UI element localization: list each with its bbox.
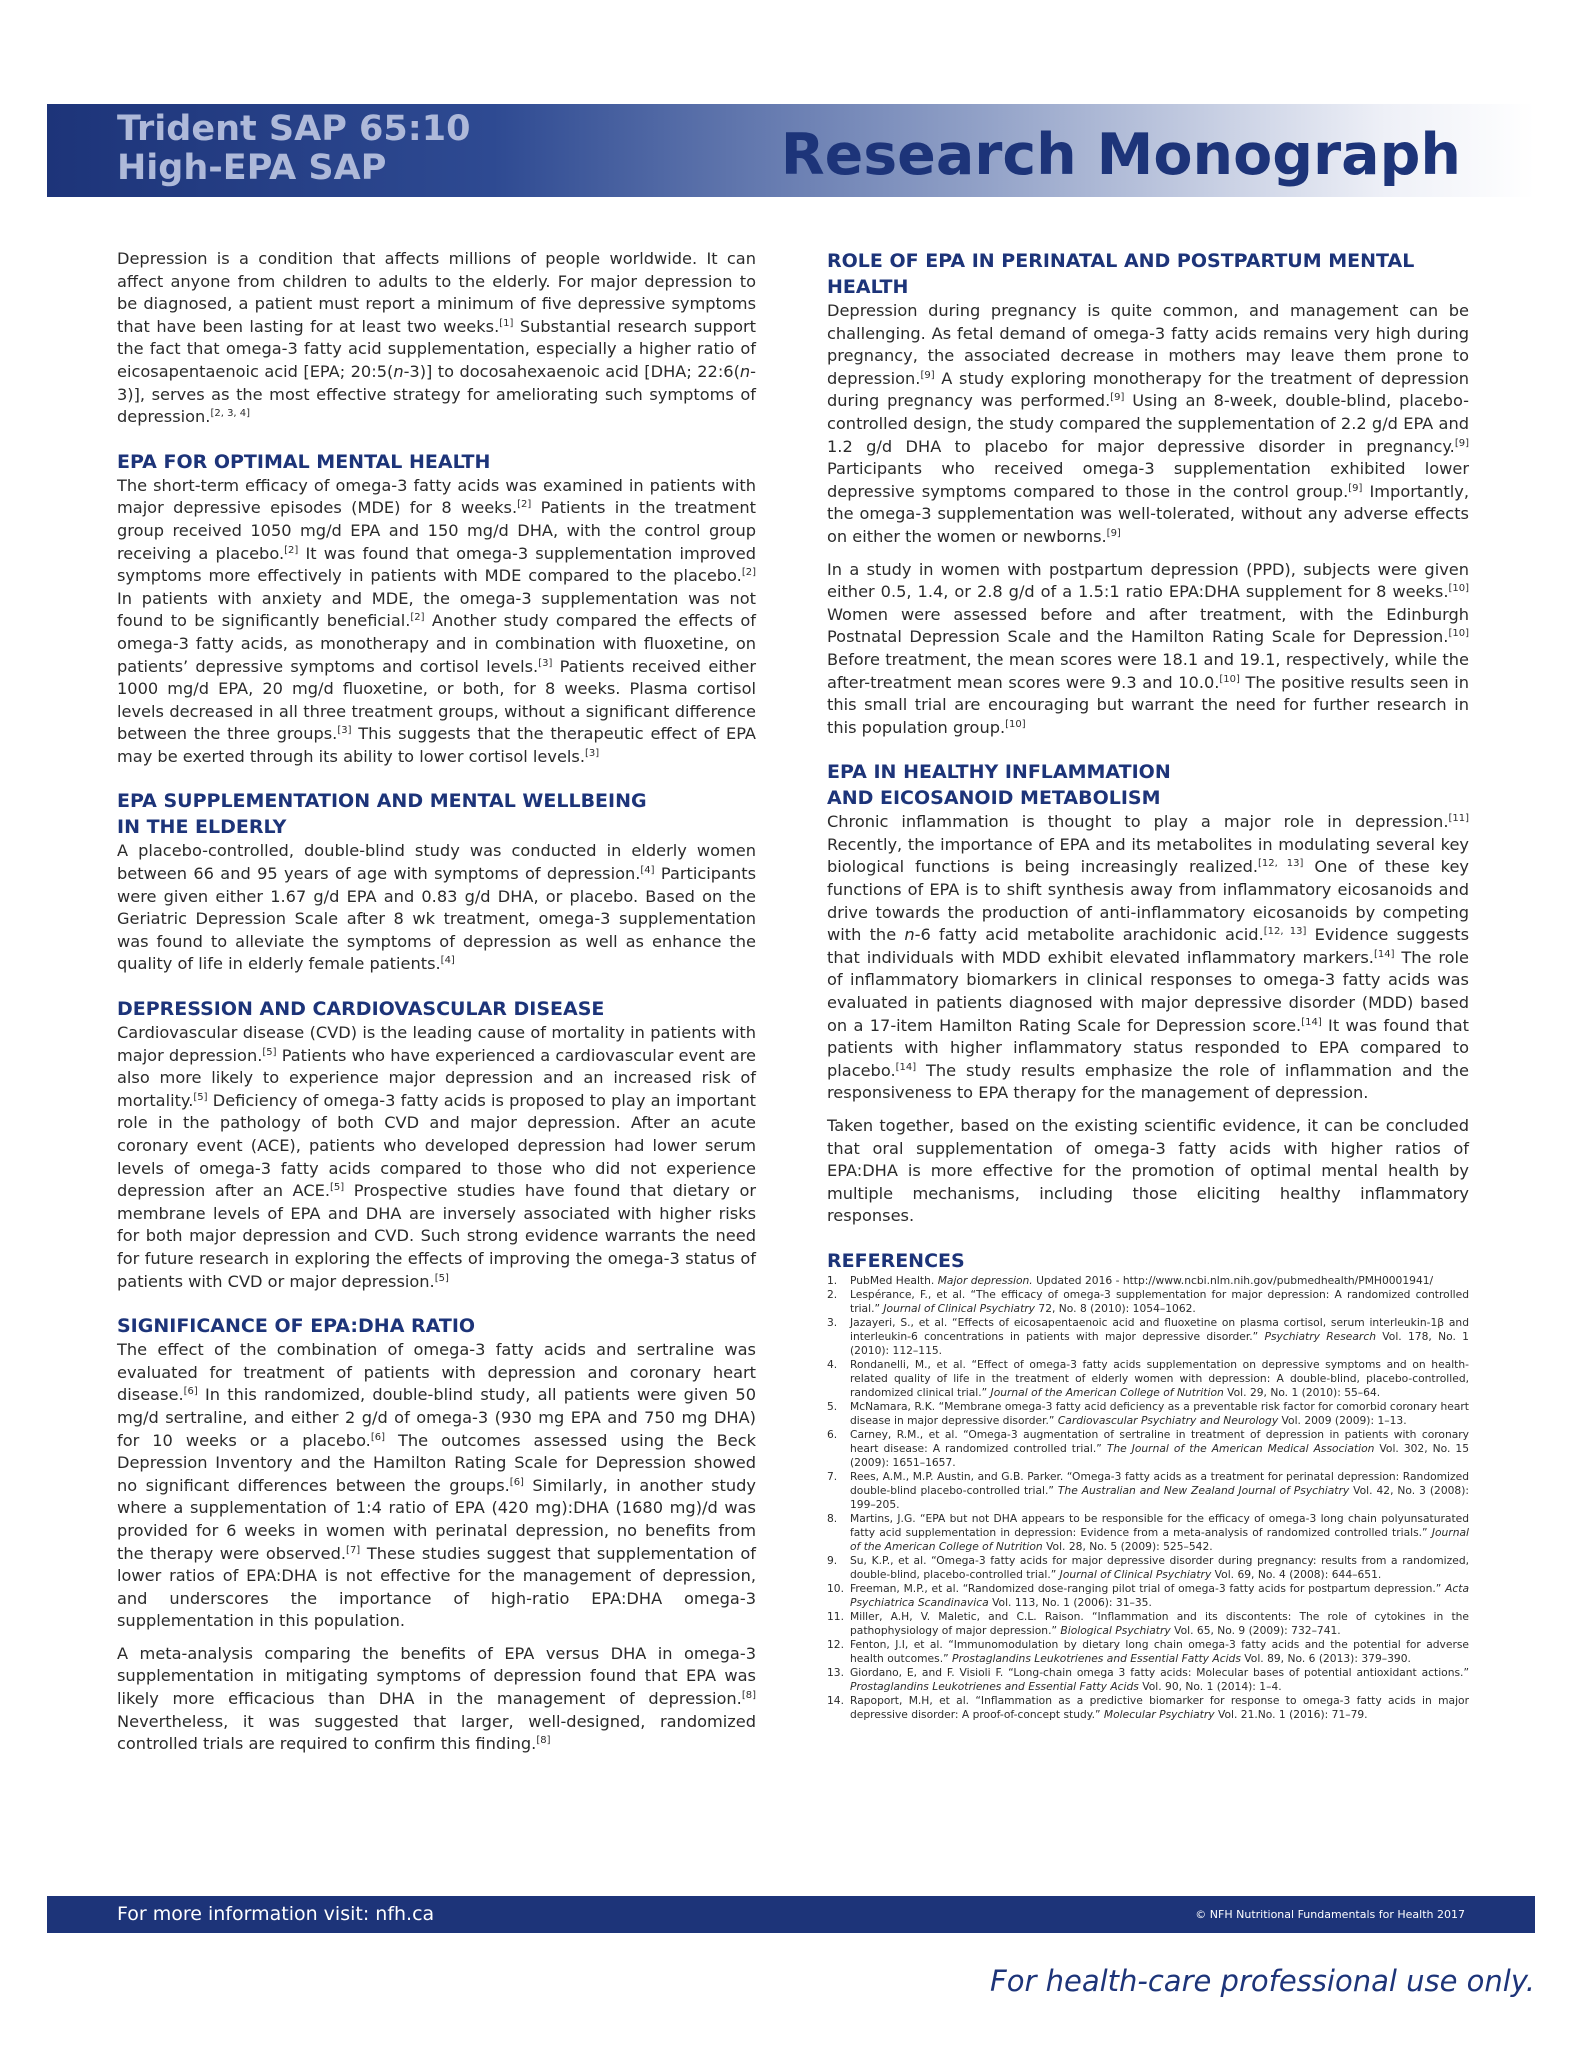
professional-use-disclaimer: For health-care professional use only.: [990, 1964, 1535, 1998]
reference-number: 9.: [827, 1553, 838, 1567]
reference-journal: Prostaglandins Leukotrienes and Essential Fatty Acids: [952, 1651, 1241, 1665]
reference-journal: Molecular Psychiatry: [1103, 1707, 1215, 1721]
intro-section: [117, 248, 756, 429]
reference-journal: Biological Psychiatry: [1060, 1623, 1171, 1637]
reference-item: 9. Su, K.P., et al. “Omega-3 fatty acids for major depressive disorder during pregnancy: results from a randomized, double-blind, placebo-controlled trial.” Journal of Clinical Psychiatry Vol. 69, No. 4 (2008): 644–651.: [827, 1553, 1469, 1581]
reference-number: 6.: [827, 1427, 838, 1441]
references-heading: REFERENCES: [827, 1249, 965, 1272]
reference-journal: The Journal of the American Medical Association: [1106, 1441, 1375, 1455]
section-heading: EPA FOR OPTIMAL MENTAL HEALTH: [117, 450, 491, 473]
section-epa-mental-health: [117, 449, 756, 769]
header-banner: [47, 104, 1535, 197]
reference-number: 4.: [827, 1357, 838, 1371]
reference-number: 14.: [827, 1693, 844, 1707]
reference-item: 13. Giordano, E, and F. Visioli F. “Long-chain omega 3 fatty acids: Molecular bases of potential antioxidant actions.” Prostaglandins Leukotrienes and Essential Fatty Acids Vol. 90, No. 1 (2014): 1–4.: [827, 1665, 1469, 1693]
copyright-text: © NFH Nutritional Fundamentals for Health 2017: [1195, 1908, 1465, 1921]
reference-item: 14. Rapoport, M.H, et al. “Inflammation as a predictive biomarker for response to omega-3 fatty acids in major depressive disorder: A proof-of-concept study.” Molecular Psychiatry Vol. 21.No. 1 (2016): 71–79.: [827, 1693, 1469, 1721]
reference-journal: The Australian and New Zealand Journal of Psychiatry: [1057, 1483, 1350, 1497]
reference-item: 1. PubMed Health. Major depression. Updated 2016 - http://www.ncbi.nlm.nih.gov/pubmedhealth/PMH0001941/: [827, 1273, 1434, 1287]
section-heading: EPA SUPPLEMENTATION AND MENTAL WELLBEING IN THE ELDERLY: [117, 790, 647, 839]
product-name: [117, 110, 470, 188]
product-line-1: Trident SAP 65:10: [117, 109, 471, 149]
reference-journal: Journal of the American College of Nutrition: [990, 1385, 1224, 1399]
reference-journal: Psychiatry Research: [1264, 1329, 1376, 1343]
intro-paragraph: Depression is a condition that affects millions of people worldwide. It can affect anyone from children to adults to the elderly. For major depression to be diagnosed, a patient must report a minimum of five depressive symptoms that have been lasting for at least two weeks.[1] Substantial research support the fact that omega-3 fatty acid supplementation, especially a higher ratio of eicosapentaenoic acid [EPA; 20:5(n-3)] to docosahexaenoic acid [DHA; 22:6(n-3)], serves as the most effective strategy for ameliorating such symptoms of depression.[2, 3, 4]: [117, 249, 756, 427]
document-title: Research Monograph: [780, 122, 1461, 188]
reference-item: 3. Jazayeri, S., et al. “Effects of eicosapentaenoic acid and fluoxetine on plasma cortisol, serum interleukin-1β and interleukin-6 concentrations in patients with major depressive disorder.” Psychiatry Research Vol. 178, No. 1 (2010): 112–115.: [827, 1315, 1469, 1357]
reference-item: 6. Carney, R.M., et al. “Omega-3 augmentation of sertraline in treatment of depression in patients with coronary heart disease: A randomized controlled trial.” The Journal of the American Medical Association Vol. 302, No. 15 (2009): 1651–1657.: [827, 1427, 1469, 1469]
reference-journal: Journal of Clinical Psychiatry: [1059, 1567, 1212, 1581]
reference-item: 11. Miller, A.H, V. Maletic, and C.L. Raison. “Inflammation and its discontents: The role of cytokines in the pathophysiology of major depression.” Biological Psychiatry Vol. 65, No. 9 (2009): 732–741.: [827, 1609, 1469, 1637]
section-paragraph: Chronic inflammation is thought to play a major role in depression.[11] Recently, the importance of EPA and its metabolites in modulating several key biological functions is being increasingly realized.[12, 13] One of these key functions of EPA is to shift synthesis away from inflammatory eicosanoids and drive towards the production of anti-inflammatory eicosanoids by competing with the n-6 fatty acid metabolite arachidonic acid.[12, 13] Evidence suggests that individuals with MDD exhibit elevated inflammatory markers.[14] The role of inflammatory biomarkers in clinical responses to omega-3 fatty acids was evaluated in patients diagnosed with major depressive disorder (MDD) based on a 17-item Hamilton Rating Scale for Depression score.[14] It was found that patients with higher inflammatory status responded to EPA compared to placebo.[14] The study results emphasize the role of inflammation and the responsiveness to EPA therapy for the management of depression.: [827, 812, 1470, 1103]
references-section: [827, 1248, 1469, 1722]
right-column: [827, 248, 1469, 1722]
references-list: [827, 1274, 1469, 1722]
reference-journal: Acta Psychiatrica Scandinavica: [850, 1581, 1469, 1609]
reference-item: 7. Rees, A.M., M.P. Austin, and G.B. Parker. “Omega-3 fatty acids as a treatment for perinatal depression: Randomized double-blind placebo-controlled trial.” The Australian and New Zealand Journal of Psychiatry Vol. 42, No. 3 (2008): 199–205.: [827, 1469, 1469, 1511]
section-paragraph: A placebo-controlled, double-blind study was conducted in elderly women between 66 and 95 years of age with symptoms of depression.[4] Participants were given either 1.67 g/d EPA and 0.83 g/d DHA, or placebo. Based on the Geriatric Depression Scale after 8 wk treatment, omega-3 supplementation was found to alleviate the symptoms of depression as well as enhance the quality of life in elderly female patients.[4]: [117, 841, 757, 974]
reference-number: 13.: [827, 1665, 844, 1679]
reference-item: 2. Lespérance, F., et al. “The efficacy of omega-3 supplementation for major depression: A randomized controlled trial.” Journal of Clinical Psychiatry 72, No. 8 (2010): 1054–1062.: [827, 1287, 1469, 1315]
reference-journal: Prostaglandins Leukotrienes and Essential Fatty Acids: [850, 1679, 1139, 1693]
reference-item: 8. Martins, J.G. “EPA but not DHA appears to be responsible for the efficacy of omega-3 long chain polyunsaturated fatty acid supplementation in depression: Evidence from a meta-analysis of randomized controlled trials.” Journal of the American College of Nutrition Vol. 28, No. 5 (2009): 525–542.: [827, 1511, 1469, 1553]
reference-journal: Journal of the American College of Nutrition: [850, 1525, 1469, 1553]
section-paragraph: In a study in women with postpartum depression (PPD), subjects were given either 0.5, 1.4, or 2.8 g/d of a 1.5:1 ratio EPA:DHA supplement for 8 weeks.[10] Women were assessed before and after treatment, with the Edinburgh Postnatal Depression Scale and the Hamilton Rating Scale for Depression.[10] Before treatment, the mean scores were 18.1 and 19.1, respectively, while the after-treatment mean scores were 9.3 and 10.0.[10] The positive results seen in this small trial are encouraging but warrant the need for further research in this population group.[10]: [827, 559, 1469, 737]
reference-item: 12. Fenton, J.I, et al. “Immunomodulation by dietary long chain omega-3 fatty acids and the potential for adverse health outcomes.” Prostaglandins Leukotrienes and Essential Fatty Acids Vol. 89, No. 6 (2013): 379–390.: [827, 1637, 1469, 1665]
section-inflammation: [827, 759, 1469, 1228]
section-paragraph: A meta-analysis comparing the benefits of EPA versus DHA in omega-3 supplementation in mitigating symptoms of depression found that EPA was likely more efficacious than DHA in the management of depression.[8] Nevertheless, it was suggested that larger, well-designed, randomized controlled trials are required to confirm this finding.[8]: [117, 1643, 756, 1754]
section-heading: DEPRESSION AND CARDIOVASCULAR DISEASE: [117, 998, 605, 1021]
reference-number: 7.: [827, 1469, 838, 1483]
reference-number: 11.: [827, 1609, 844, 1623]
reference-number: 3.: [827, 1315, 838, 1329]
section-cardiovascular: [117, 996, 756, 1293]
section-paragraph: Cardiovascular disease (CVD) is the leading cause of mortality in patients with major depression.[5] Patients who have experienced a cardiovascular event are also more likely to experience major depression and an increased risk of mortality.[5] Deficiency of omega-3 fatty acids is proposed to play an important role in the pathology of both CVD and major depression. After an acute coronary event (ACE), patients who developed depression had lower serum levels of omega-3 fatty acids compared to those who did not experience depression after an ACE.[5] Prospective studies have found that dietary or membrane levels of EPA and DHA are inversely associated with higher risks for both major depression and CVD. Such strong evidence warrants the need for future research in exploring the effects of improving the omega-3 status of patients with CVD or major depression.[5]: [117, 1023, 756, 1291]
section-epa-dha-ratio: [117, 1313, 756, 1756]
reference-journal: Major depression.: [937, 1273, 1033, 1287]
reference-item: 10. Freeman, M.P., et al. “Randomized dose-ranging pilot trial of omega-3 fatty acids for postpartum depression.” Acta Psychiatrica Scandinavica Vol. 113, No. 1 (2006): 31–35.: [827, 1581, 1469, 1609]
section-paragraph: Depression during pregnancy is quite common, and management can be challenging. As fetal demand of omega-3 fatty acids remains very high during pregnancy, the associated decrease in mothers may leave them prone to depression.[9] A study exploring monotherapy for the treatment of depression during pregnancy was performed.[9] Using an 8-week, double-blind, placebo-controlled design, the study compared the supplementation of 2.2 g/d EPA and 1.2 g/d DHA to placebo for major depressive disorder in pregnancy.[9] Participants who received omega-3 supplementation exhibited lower depressive symptoms compared to those in the control group.[9] Importantly, the omega-3 supplementation was well-tolerated, without any adverse effects on either the women or newborns.[9]: [827, 301, 1469, 546]
reference-item: 4. Rondanelli, M., et al. “Effect of omega-3 fatty acids supplementation on depressive symptoms and on health-related quality of life in the treatment of elderly women with depression: A double-blind, placebo-controlled, randomized clinical trial.” Journal of the American College of Nutrition Vol. 29, No. 1 (2010): 55–64.: [827, 1357, 1469, 1399]
reference-number: 2.: [827, 1287, 838, 1301]
section-heading: EPA IN HEALTHY INFLAMMATION AND EICOSANOID METABOLISM: [827, 761, 1171, 810]
footer-bar: [47, 1896, 1535, 1933]
reference-journal: Cardiovascular Psychiatry and Neurology: [1057, 1413, 1279, 1427]
section-paragraph: Taken together, based on the existing scientific evidence, it can be concluded that oral supplementation of omega-3 fatty acids with higher ratios of EPA:DHA is more effective for the promotion of optimal mental health by multiple mechanisms, including those eliciting healthy inflammatory responses.: [827, 1116, 1469, 1226]
reference-number: 10.: [827, 1581, 844, 1595]
more-info-text: For more information visit: nfh.ca: [117, 1903, 435, 1925]
section-perinatal: [827, 248, 1469, 739]
left-column: [117, 248, 756, 1776]
reference-number: 12.: [827, 1637, 844, 1651]
product-line-2: High-EPA SAP: [117, 148, 387, 188]
section-heading: SIGNIFICANCE OF EPA:DHA RATIO: [117, 1315, 476, 1338]
section-paragraph: The effect of the combination of omega-3 fatty acids and sertraline was evaluated for treatment of patients with depression and coronary heart disease.[6] In this randomized, double-blind study, all patients were given 50 mg/d sertraline, and either 2 g/d of omega-3 (930 mg EPA and 750 mg DHA) for 10 weeks or a placebo.[6] The outcomes assessed using the Beck Depression Inventory and the Hamilton Rating Scale for Depression showed no significant differences between the groups.[6] Similarly, in another study where a supplementation of 1:4 ratio of EPA (420 mg):DHA (1680 mg)/d was provided for 6 weeks in women with perinatal depression, no benefits from the therapy were observed.[7] These studies suggest that supplementation of lower ratios of EPA:DHA is not effective for the management of depression, and underscores the importance of high-ratio EPA:DHA omega-3 supplementation in this population.: [117, 1340, 757, 1631]
reference-journal: Journal of Clinical Psychiatry: [883, 1301, 1036, 1315]
reference-number: 8.: [827, 1511, 838, 1525]
section-heading: ROLE OF EPA IN PERINATAL AND POSTPARTUM MENTAL HEALTH: [827, 250, 1415, 298]
reference-number: 5.: [827, 1399, 838, 1413]
section-elderly: [117, 788, 756, 976]
reference-item: 5. McNamara, R.K. “Membrane omega-3 fatty acid deficiency as a preventable risk factor for comorbid coronary heart disease in major depressive disorder.” Cardiovascular Psychiatry and Neurology Vol. 2009 (2009): 1–13.: [827, 1399, 1469, 1427]
reference-number: 1.: [827, 1273, 838, 1287]
section-paragraph: The short-term efficacy of omega-3 fatty acids was examined in patients with major depressive episodes (MDE) for 8 weeks.[2] Patients in the treatment group received 1050 mg/d EPA and 150 mg/d DHA, with the control group receiving a placebo.[2] It was found that omega-3 supplementation improved symptoms more effectively in patients with MDE compared to the placebo.[2] In patients with anxiety and MDE, the omega-3 supplementation was not found to be significantly beneficial.[2] Another study compared the effects of omega-3 fatty acids, as monotherapy and in combination with fluoxetine, on patients’ depressive symptoms and cortisol levels.[3] Patients received either 1000 mg/d EPA, 20 mg/d fluoxetine, or both, for 8 weeks. Plasma cortisol levels decreased in all three treatment groups, without a significant difference between the three groups.[3] This suggests that the therapeutic effect of EPA may be exerted through its ability to lower cortisol levels.[3]: [117, 475, 757, 766]
